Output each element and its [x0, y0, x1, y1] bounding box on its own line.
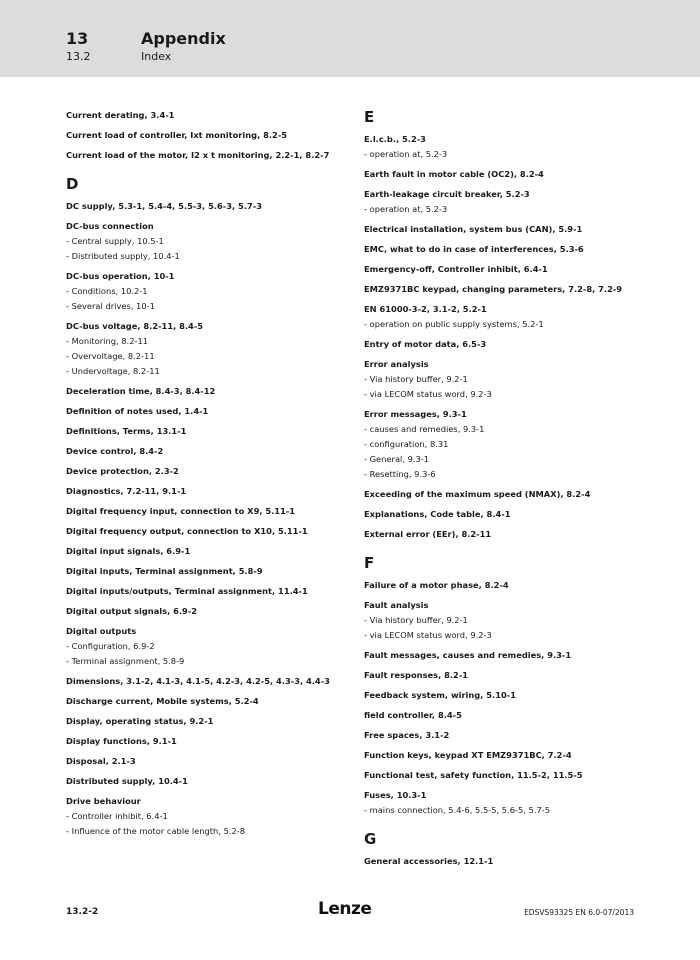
- index-entry-main: EN 61000-3-2, 3.1-2, 5.2-1: [364, 304, 487, 314]
- index-subentry: - Resetting, 9.3-6: [364, 469, 436, 479]
- index-entry-main: Functional test, safety function, 11.5-2, 11.5-5: [364, 770, 583, 780]
- index-subentry: - causes and remedies, 9.3-1: [364, 424, 485, 434]
- lenze-logo: Lenze: [318, 899, 372, 919]
- index-entry-main: EMC, what to do in case of interferences, 5.3-6: [364, 244, 584, 254]
- index-letter-heading: F: [364, 554, 375, 572]
- index-entry: [66, 584, 356, 599]
- index-entry-main: Electrical installation, system bus (CAN), 5.9-1: [364, 224, 583, 234]
- index-entry: [66, 269, 356, 314]
- index-entry-main: Digital inputs/outputs, Terminal assignment, 11.4-1: [66, 586, 308, 596]
- index-entry: [364, 282, 654, 297]
- index-entry: [66, 564, 356, 579]
- index-entry-main: Discharge current, Mobile systems, 5.2-4: [66, 696, 259, 706]
- index-entry: [66, 484, 356, 499]
- section-title: Index: [141, 50, 172, 63]
- index-entry-main: Current load of the motor, I2 x t monitoring, 2.2-1, 8.2-7: [66, 150, 330, 160]
- index-entry-main: Emergency-off, Controller inhibit, 6.4-1: [364, 264, 548, 274]
- index-entry: [364, 302, 654, 332]
- index-subentry: - operation at, 5.2-3: [364, 149, 448, 159]
- document-id: EDSVS93325 EN 6.0-07/2013: [524, 908, 634, 917]
- index-entry-main: field controller, 8.4-5: [364, 710, 462, 720]
- index-letter-heading: D: [66, 175, 79, 193]
- index-subentry: - Controller inhibit, 6.4-1: [66, 811, 168, 821]
- index-entry: [364, 668, 654, 683]
- index-subentry: - configuration, 8.31: [364, 439, 449, 449]
- index-entry-main: Digital frequency output, connection to X10, 5.11-1: [66, 526, 308, 536]
- index-entry-main: Fault analysis: [364, 600, 429, 610]
- index-column-left: [66, 108, 356, 844]
- index-entry-main: Definitions, Terms, 13.1-1: [66, 426, 187, 436]
- index-entry: [66, 624, 356, 669]
- index-entry-main: Fault messages, causes and remedies, 9.3-1: [364, 650, 572, 660]
- index-subentry: - Terminal assignment, 5.8-9: [66, 656, 185, 666]
- index-entry-main: Error messages, 9.3-1: [364, 409, 467, 419]
- index-entry-main: Display functions, 9.1-1: [66, 736, 177, 746]
- index-entry-main: Current derating, 3.4-1: [66, 110, 175, 120]
- index-entry-main: Disposal, 2.1-3: [66, 756, 136, 766]
- index-entry: [364, 768, 654, 783]
- index-entry: [364, 648, 654, 663]
- index-entry-main: Diagnostics, 7.2-11, 9.1-1: [66, 486, 187, 496]
- index-subentry: - Distributed supply, 10.4-1: [66, 251, 180, 261]
- index-entry: [66, 404, 356, 419]
- index-column-right: [364, 108, 654, 874]
- index-subentry: - Several drives, 10-1: [66, 301, 155, 311]
- index-entry: [364, 748, 654, 763]
- index-entry-main: DC-bus operation, 10-1: [66, 271, 175, 281]
- index-entry-main: Current load of controller, Ixt monitoring, 8.2-5: [66, 130, 288, 140]
- index-entry: [66, 774, 356, 789]
- index-entry: [364, 788, 654, 818]
- index-entry: [364, 242, 654, 257]
- index-entry-main: Feedback system, wiring, 5.10-1: [364, 690, 516, 700]
- index-subentry: - Undervoltage, 8.2-11: [66, 366, 160, 376]
- index-subentry: - operation at, 5.2-3: [364, 204, 448, 214]
- index-entry: [364, 187, 654, 217]
- index-entry-main: Entry of motor data, 6.5-3: [364, 339, 487, 349]
- index-entry: [66, 544, 356, 559]
- index-entry: [66, 148, 356, 163]
- index-subentry: - Overvoltage, 8.2-11: [66, 351, 155, 361]
- index-subentry: - via LECOM status word, 9.2-3: [364, 630, 492, 640]
- index-entry-main: Earth-leakage circuit breaker, 5.2-3: [364, 189, 530, 199]
- index-entry-main: External error (EEr), 8.2-11: [364, 529, 492, 539]
- index-entry: [364, 357, 654, 402]
- index-entry: [364, 337, 654, 352]
- index-entry: [66, 199, 356, 214]
- index-entry: [364, 708, 654, 723]
- index-letter-heading: G: [364, 830, 377, 848]
- index-entry-main: EMZ9371BC keypad, changing parameters, 7.2-8, 7.2-9: [364, 284, 623, 294]
- index-entry-main: Explanations, Code table, 8.4-1: [364, 509, 511, 519]
- index-subentry: - Via history buffer, 9.2-1: [364, 615, 468, 625]
- index-entry-main: DC-bus voltage, 8.2-11, 8.4-5: [66, 321, 204, 331]
- index-entry: [364, 487, 654, 502]
- index-entry: [364, 854, 654, 869]
- index-entry-main: Device control, 8.4-2: [66, 446, 164, 456]
- index-subentry: - Central supply, 10.5-1: [66, 236, 164, 246]
- index-entry: [364, 167, 654, 182]
- index-entry-main: Fault responses, 8.2-1: [364, 670, 469, 680]
- index-entry: [66, 444, 356, 459]
- page-number: 13.2-2: [66, 907, 99, 917]
- index-entry-main: Exceeding of the maximum speed (NMAX), 8.2-4: [364, 489, 591, 499]
- index-entry-main: Drive behaviour: [66, 796, 141, 806]
- index-entry-main: General accessories, 12.1-1: [364, 856, 494, 866]
- index-entry: [364, 507, 654, 522]
- index-entry-main: Device protection, 2.3-2: [66, 466, 179, 476]
- index-entry-main: Digital inputs, Terminal assignment, 5.8-9: [66, 566, 263, 576]
- index-entry: [364, 132, 654, 162]
- index-entry: [66, 754, 356, 769]
- index-entry: [66, 424, 356, 439]
- index-entry: [66, 128, 356, 143]
- index-subentry: - operation on public supply systems, 5.2-1: [364, 319, 544, 329]
- index-entry: [364, 262, 654, 277]
- page-header: [0, 0, 700, 77]
- index-entry-main: DC supply, 5.3-1, 5.4-4, 5.5-3, 5.6-3, 5.7-3: [66, 201, 262, 211]
- index-subentry: - Monitoring, 8.2-11: [66, 336, 149, 346]
- index-entry: [66, 714, 356, 729]
- index-entry: [364, 578, 654, 593]
- chapter-number: 13: [66, 29, 89, 48]
- index-entry: [364, 598, 654, 643]
- index-entry: [66, 794, 356, 839]
- index-entry: [66, 108, 356, 123]
- index-subentry: - Influence of the motor cable length, 5.2-8: [66, 826, 246, 836]
- index-entry: [364, 728, 654, 743]
- index-letter-heading: E: [364, 108, 375, 126]
- index-entry-main: Definition of notes used, 1.4-1: [66, 406, 209, 416]
- chapter-title: Appendix: [141, 29, 226, 48]
- index-entry-main: Deceleration time, 8.4-3, 8.4-12: [66, 386, 216, 396]
- index-entry: [66, 319, 356, 379]
- index-entry: [66, 384, 356, 399]
- index-entry-main: DC-bus connection: [66, 221, 154, 231]
- index-subentry: - Via history buffer, 9.2-1: [364, 374, 468, 384]
- index-entry-main: E.l.c.b., 5.2-3: [364, 134, 426, 144]
- section-number: 13.2: [66, 50, 91, 63]
- index-entry-main: Display, operating status, 9.2-1: [66, 716, 214, 726]
- index-subentry: - Configuration, 6.9-2: [66, 641, 155, 651]
- index-entry-main: Earth fault in motor cable (OC2), 8.2-4: [364, 169, 544, 179]
- index-entry: [66, 694, 356, 709]
- index-entry-main: Digital input signals, 6.9-1: [66, 546, 191, 556]
- index-subentry: - mains connection, 5.4-6, 5.5-5, 5.6-5, 5.7-5: [364, 805, 551, 815]
- index-subentry: - Conditions, 10.2-1: [66, 286, 148, 296]
- index-entry-main: Free spaces, 3.1-2: [364, 730, 450, 740]
- index-entry: [66, 674, 356, 689]
- index-subentry: - General, 9.3-1: [364, 454, 430, 464]
- index-entry-main: Failure of a motor phase, 8.2-4: [364, 580, 509, 590]
- index-entry-main: Dimensions, 3.1-2, 4.1-3, 4.1-5, 4.2-3, 4.2-5, 4.3-3, 4.4-3: [66, 676, 330, 686]
- index-entry-main: Digital output signals, 6.9-2: [66, 606, 198, 616]
- index-entry: [66, 734, 356, 749]
- index-entry-main: Digital frequency input, connection to X9, 5.11-1: [66, 506, 296, 516]
- index-entry: [364, 407, 654, 482]
- index-entry: [66, 604, 356, 619]
- index-entry-main: Function keys, keypad XT EMZ9371BC, 7.2-4: [364, 750, 572, 760]
- index-entry: [66, 219, 356, 264]
- index-entry-main: Error analysis: [364, 359, 429, 369]
- index-entry-main: Digital outputs: [66, 626, 137, 636]
- index-entry-main: Fuses, 10.3-1: [364, 790, 427, 800]
- index-entry: [364, 688, 654, 703]
- index-entry-main: Distributed supply, 10.4-1: [66, 776, 188, 786]
- index-subentry: - via LECOM status word, 9.2-3: [364, 389, 492, 399]
- index-entry: [66, 524, 356, 539]
- index-entry: [66, 464, 356, 479]
- index-entry: [364, 222, 654, 237]
- index-entry: [66, 504, 356, 519]
- index-entry: [364, 527, 654, 542]
